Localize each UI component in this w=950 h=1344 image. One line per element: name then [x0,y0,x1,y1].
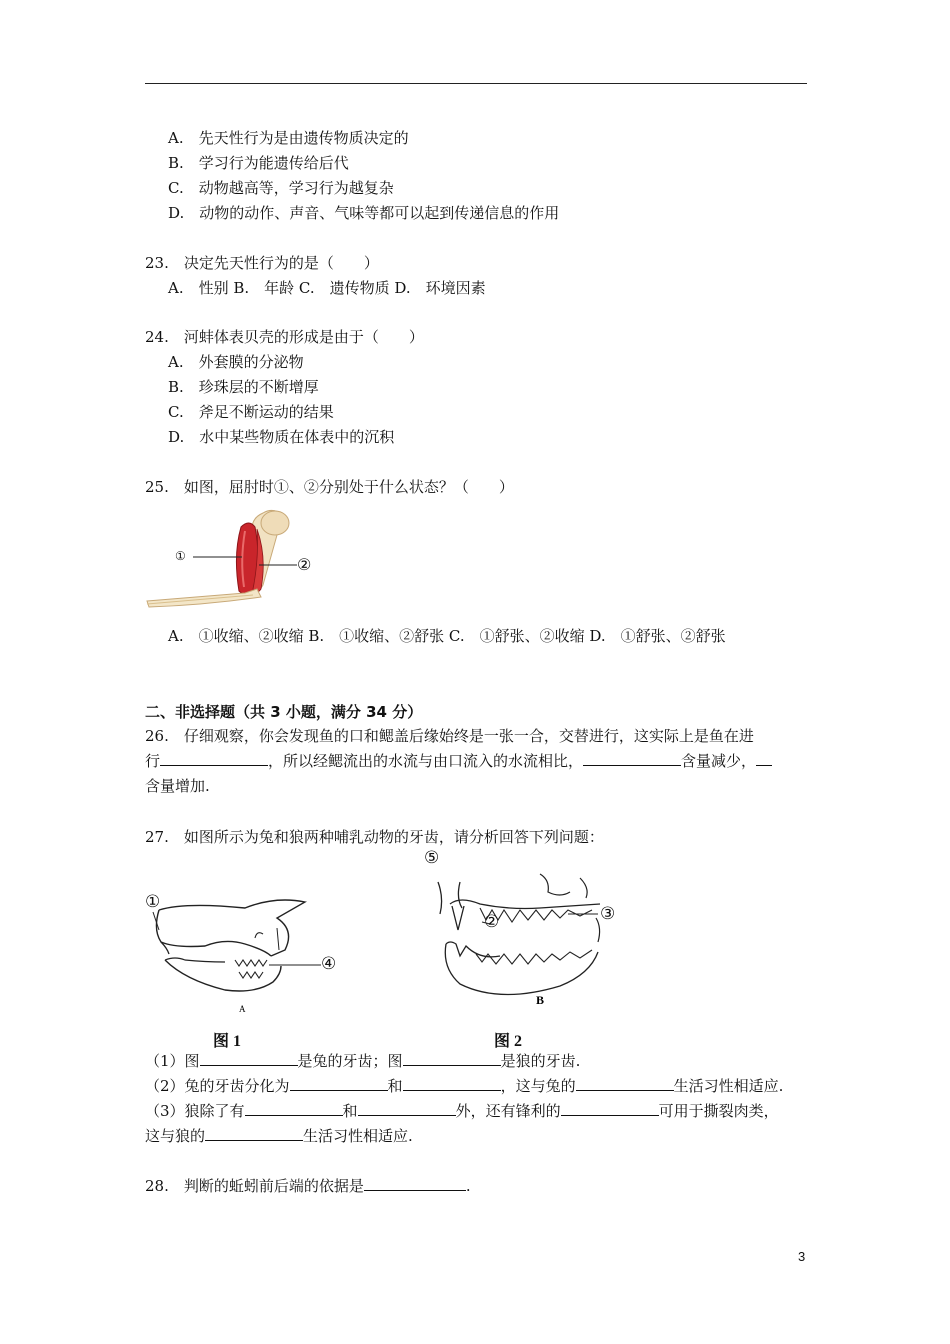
q26-text-c: 含量减少， [681,752,757,770]
q26-blank-1[interactable] [160,751,268,766]
q22-option-c: C. 动物越高等，学习行为越复杂 [168,179,394,197]
q25-stem: 25. 如图，屈肘时①、②分别处于什么状态？（ ） [145,478,514,496]
q27-sub2-blank-3[interactable] [576,1076,674,1091]
section2-heading: 二、非选择题（共 3 小题，满分 34 分） [145,703,423,721]
q26-text-b: ，所以经鳃流出的水流与由口流入的水流相比， [268,752,584,770]
q23-options: A. 性别 B. 年龄 C. 遗传物质 D. 环境因素 [168,279,486,297]
muscle-label-2: ② [297,555,312,574]
q27-sub1 [145,1050,580,1071]
fig2-label-3: ③ [600,904,616,924]
fig2-letter: B [536,993,545,1007]
q27-sub1-text-a: （1）图 [145,1052,200,1070]
q27-sub3-blank-2[interactable] [358,1101,456,1116]
q26-line3: 含量增加. [145,777,210,795]
q27-sub2-text-c: ，这与兔的 [500,1077,576,1095]
rabbit-teeth-figure [145,890,345,1020]
fig2-label-2: ② [484,912,500,932]
q27-stem: 27. 如图所示为兔和狼两种哺乳动物的牙齿，请分析回答下列问题： [145,828,604,846]
q27-sub1-blank-1[interactable] [200,1051,298,1066]
q24-option-d: D. 水中某些物质在体表中的沉积 [168,428,395,446]
q27-sub2-text-a: （2）兔的牙齿分化为 [145,1077,290,1095]
fig2-label-5: ⑤ [424,848,440,868]
q27-sub2-text-b: 和 [387,1077,403,1095]
q27-sub3-text-b: 和 [342,1102,358,1120]
q27-sub1-text-c: 是狼的牙齿. [500,1052,581,1070]
q28-end: . [465,1177,471,1195]
muscle-label-1: ① [175,549,186,563]
q22-option-b: B. 学习行为能遗传给后代 [168,154,349,172]
q27-sub3-blank-3[interactable] [561,1101,659,1116]
q27-sub2-blank-1[interactable] [290,1076,388,1091]
q27-sub3-text-e: 这与狼的 [145,1127,206,1145]
q26-blank-2[interactable] [583,751,681,766]
fig1-label-1: ① [145,892,161,912]
q27-sub2-blank-2[interactable] [403,1076,501,1091]
q27-sub3-blank-1[interactable] [245,1101,343,1116]
q27-sub2-text-d: 生活习性相适应. [673,1077,784,1095]
q26-line1: 26. 仔细观察，你会发现鱼的口和鳃盖后缘始终是一张一合，交替进行，这实际上是鱼在进 [145,727,754,745]
q24-option-a: A. 外套膜的分泌物 [168,353,304,371]
q22-option-a: A. 先天性行为是由遗传物质决定的 [168,129,409,147]
q24-option-b: B. 珍珠层的不断增厚 [168,378,319,396]
q27-sub3-cont [145,1125,413,1146]
wolf-teeth-figure [420,848,640,1018]
arm-muscle-figure [145,505,320,610]
q27-sub2 [145,1075,783,1096]
q28 [145,1175,471,1196]
q27-sub3-text-a: （3）狼除了有 [145,1102,245,1120]
q26-blank-3[interactable] [756,751,772,766]
q25-options: A. ①收缩、②收缩 B. ①收缩、②舒张 C. ①舒张、②收缩 D. ①舒张、②舒张 [168,627,726,645]
q24-stem: 24. 河蚌体表贝壳的形成是由于（ ） [145,328,424,346]
fig1-letter: A [239,1004,246,1014]
fig2-caption: 图 2 [494,1033,523,1050]
q27-sub3-text-f: 生活习性相适应. [303,1127,413,1145]
q27-sub1-blank-2[interactable] [403,1051,501,1066]
q27-sub3-text-d: 可用于撕裂肉类， [658,1102,779,1120]
q26-text-a: 行 [145,752,161,770]
q27-sub3-text-c: 外，还有锋利的 [455,1102,561,1120]
page-number: 3 [798,1249,806,1264]
q23-stem: 23. 决定先天性行为的是（ ） [145,254,379,272]
q27-sub3 [145,1100,779,1121]
q28-stem: 28. 判断的蚯蚓前后端的依据是 [145,1177,364,1195]
fig1-caption: 图 1 [213,1033,242,1050]
q22-option-d: D. 动物的动作、声音、气味等都可以起到传递信息的作用 [168,204,560,222]
q26-line2 [145,750,772,771]
q24-option-c: C. 斧足不断运动的结果 [168,403,334,421]
q28-blank[interactable] [364,1176,466,1191]
header-rule [145,83,807,84]
q27-sub3-blank-4[interactable] [205,1126,303,1141]
fig1-label-4: ④ [321,954,337,974]
q27-sub1-text-b: 是兔的牙齿；图 [297,1052,403,1070]
